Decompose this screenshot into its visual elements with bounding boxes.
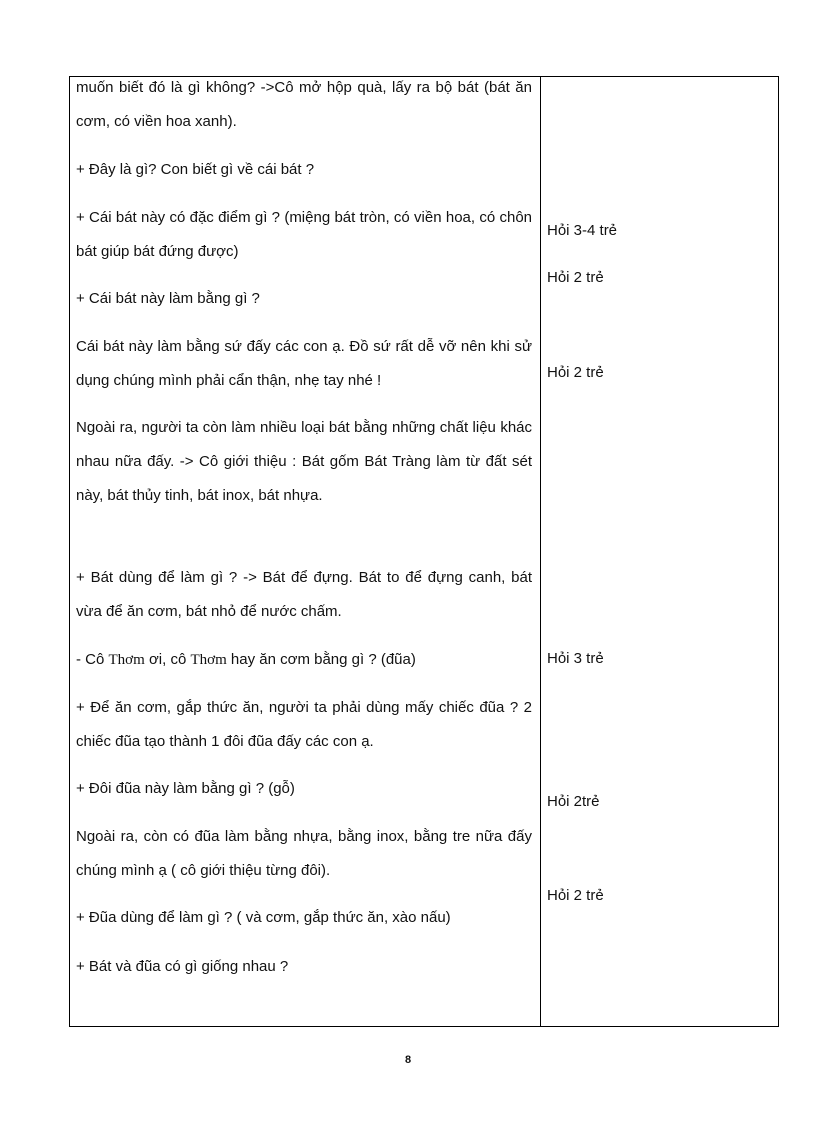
paragraph-porcelain: Cái bát này làm bằng sứ đấy các con ạ. Đồ sứ rất dễ vỡ nên khi sử dụng chúng mình phải cẩn thận, nhẹ tay nhé ! — [76, 338, 532, 389]
paragraph-bowl-features: + Cái bát này có đặc điểm gì ? (miệng bát tròn, có viền hoa, có chôn bát giúp bát đứng được) — [76, 209, 532, 260]
paragraph-chopsticks-material: + Đôi đũa này làm bằng gì ? (gỗ) — [76, 780, 295, 797]
paragraph-chopsticks-count: + Để ăn cơm, gắp thức ăn, người ta phải dùng mấy chiếc đũa ? 2 chiếc đũa tạo thành 1 đôi đũa đấy các con ạ. — [76, 699, 532, 750]
text-segment: ơi, cô — [144, 651, 191, 668]
paragraph-chopsticks-use: + Đũa dùng để làm gì ? ( và cơm, gắp thức ăn, xào nấu) — [76, 909, 451, 926]
paragraph-gift-box: muốn biết đó là gì không? ->Cô mở hộp quà, lấy ra bộ bát (bát ăn cơm, có viền hoa xanh). — [76, 79, 532, 130]
teacher-name: Thơm — [108, 652, 145, 668]
note-ask-children: Hỏi 3 trẻ — [547, 650, 604, 667]
note-ask-children: Hỏi 2 trẻ — [547, 364, 604, 381]
page-number: 8 — [404, 1054, 412, 1066]
text-segment: - Cô — [76, 651, 109, 668]
note-ask-children: Hỏi 2 trẻ — [547, 269, 604, 286]
note-ask-children: Hỏi 2trẻ — [547, 793, 600, 810]
note-ask-children: Hỏi 3-4 trẻ — [547, 222, 618, 239]
text-segment: hay ăn cơm bằng gì ? (đũa) — [226, 651, 416, 668]
column-divider — [540, 76, 541, 1027]
paragraph-bowl-material-question: + Cái bát này làm bằng gì ? — [76, 290, 260, 307]
paragraph-what-is-bowl: + Đây là gì? Con biết gì về cái bát ? — [76, 161, 315, 178]
paragraph-chopsticks-question — [76, 643, 532, 677]
paragraph-chopsticks-types: Ngoài ra, còn có đũa làm bằng nhựa, bằng inox, bằng tre nữa đấy chúng mình ạ ( cô giới thiệu từng đôi). — [76, 828, 532, 879]
paragraph-bowl-types: Ngoài ra, người ta còn làm nhiều loại bát bằng những chất liệu khác nhau nữa đấy. -> Cô giới thiệu : Bát gốm Bát Tràng làm từ đất sét này, bát thủy tinh, bát inox, bát nhựa. — [76, 419, 532, 504]
teacher-name: Thơm — [190, 652, 227, 668]
paragraph-similarities: + Bát và đũa có gì giống nhau ? — [76, 958, 289, 975]
note-ask-children: Hỏi 2 trẻ — [547, 887, 604, 904]
paragraph-bowl-use: + Bát dùng để làm gì ? -> Bát để đựng. Bát to để đựng canh, bát vừa để ăn cơm, bát nhỏ để nước chấm. — [76, 569, 532, 620]
